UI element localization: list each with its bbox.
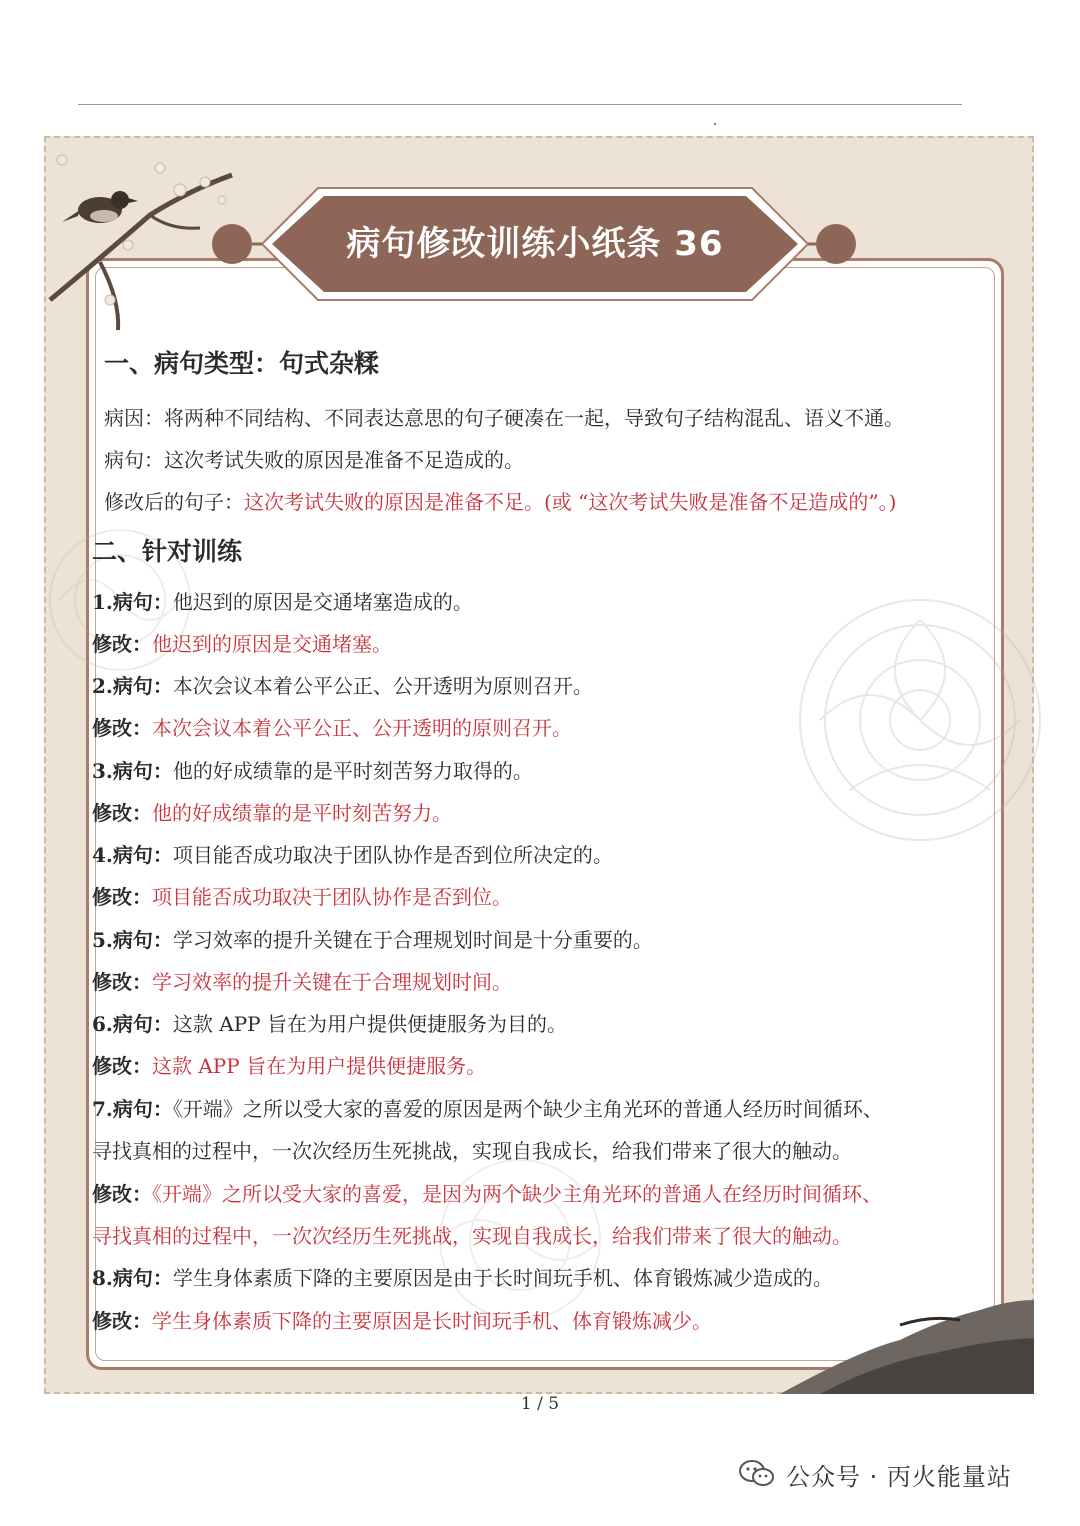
list-item <box>92 924 653 953</box>
list-item <box>92 670 593 699</box>
list-item <box>92 1093 883 1122</box>
list-item <box>92 1008 567 1037</box>
fix-sentence: 他的好成绩靠的是平时刻苦努力。 <box>152 801 452 825</box>
list-item <box>92 1220 852 1249</box>
wrong-sentence-continued: 寻找真相的过程中，一次次经历生死挑战，实现自我成长，给我们带来了很大的触动。 <box>92 1139 852 1163</box>
item-number: 3. <box>92 759 113 783</box>
fixed-line <box>104 486 896 515</box>
wrong-label: 病句： <box>112 674 173 698</box>
fix-label: 修改： <box>92 716 152 740</box>
fix-sentence-continued: 寻找真相的过程中，一次次经历生死挑战，实现自我成长，给我们带来了很大的触动。 <box>92 1224 852 1248</box>
fix-label: 修改： <box>92 1054 152 1078</box>
fix-label: 修改： <box>92 1182 152 1206</box>
fix-label: 修改： <box>92 801 152 825</box>
wrong-label: 病句： <box>112 843 173 867</box>
fix-sentence: 学习效率的提升关键在于合理规划时间。 <box>152 970 512 994</box>
section-heading-training: 二、针对训练 <box>92 537 243 566</box>
fix-sentence: 他迟到的原因是交通堵塞。 <box>152 632 392 656</box>
list-item <box>92 755 533 784</box>
list-item <box>92 966 512 995</box>
wrong-label: 病句： <box>112 928 173 952</box>
list-item <box>92 1305 712 1334</box>
page-title: 病句修改训练小纸条 36 <box>346 224 724 264</box>
wrong-sentence: 学生身体素质下降的主要原因是由于长时间玩手机、体育锻炼减少造成的。 <box>172 1266 833 1290</box>
landscape-illustration <box>780 1300 1034 1394</box>
wrong-sentence: 他迟到的原因是交通堵塞造成的。 <box>172 590 473 614</box>
list-item <box>92 1050 486 1079</box>
fixed-text: 这次考试失败的原因是准备不足。(或 “这次考试失败是准备不足造成的”。) <box>244 490 897 514</box>
item-number: 4. <box>92 843 113 867</box>
wrong-label: 病句： <box>112 759 173 783</box>
plum-branch-illustration <box>50 155 232 330</box>
list-item <box>92 586 473 615</box>
fix-sentence: 《开端》之所以受大家的喜爱，是因为两个缺少主角光环的普通人在经历时间循环、 <box>152 1182 882 1206</box>
list-item <box>92 1135 852 1164</box>
example-label: 病句： <box>104 448 164 472</box>
wrong-sentence: 项目能否成功取决于团队协作是否到位所决定的。 <box>172 843 613 867</box>
example-line <box>104 444 524 473</box>
list-item <box>92 628 392 657</box>
fix-label: 修改： <box>92 885 152 909</box>
wrong-label: 病句： <box>112 590 173 614</box>
item-number: 8. <box>92 1266 113 1290</box>
item-number: 1. <box>92 590 113 614</box>
item-number: 5. <box>92 928 113 952</box>
list-item <box>92 1262 833 1291</box>
fix-label: 修改： <box>92 1309 152 1333</box>
cause-text: 将两种不同结构、不同表达意思的句子硬凑在一起，导致句子结构混乱、语义不通。 <box>164 406 904 430</box>
wrong-sentence: 这款 APP 旨在为用户提供便捷服务为目的。 <box>172 1012 567 1036</box>
list-item <box>92 712 572 741</box>
wrong-sentence: 本次会议本着公平公正、公开透明为原则召开。 <box>172 674 593 698</box>
list-item <box>92 1178 882 1207</box>
fix-label: 修改： <box>92 970 152 994</box>
list-item <box>92 881 512 910</box>
item-number: 6. <box>92 1012 113 1036</box>
wrong-label: 病句： <box>112 1266 173 1290</box>
cause-label: 病因： <box>104 406 164 430</box>
fix-sentence: 学生身体素质下降的主要原因是长时间玩手机、体育锻炼减少。 <box>152 1309 712 1333</box>
wrong-sentence: 《开端》之所以受大家的喜爱的原因是两个缺少主角光环的普通人经历时间循环、 <box>172 1097 883 1121</box>
fix-sentence: 这款 APP 旨在为用户提供便捷服务。 <box>152 1054 487 1078</box>
page-number: 1 / 5 <box>520 1394 560 1414</box>
footer-attribution <box>738 1456 1012 1492</box>
section-heading-type: 一、病句类型：句式杂糅 <box>104 349 380 378</box>
item-number: 7. <box>92 1097 113 1121</box>
item-number: 2. <box>92 674 113 698</box>
list-item <box>92 797 452 826</box>
wrong-label: 病句： <box>112 1012 173 1036</box>
wechat-icon <box>738 1459 776 1489</box>
cause-line <box>104 402 904 431</box>
fix-sentence: 项目能否成功取决于团队协作是否到位。 <box>152 885 512 909</box>
fix-label: 修改： <box>92 632 152 656</box>
fixed-label: 修改后的句子： <box>104 490 244 514</box>
wrong-sentence: 他的好成绩靠的是平时刻苦努力取得的。 <box>172 759 533 783</box>
title-banner-text-area <box>210 186 860 298</box>
bird-illustration <box>62 191 138 223</box>
example-text: 这次考试失败的原因是准备不足造成的。 <box>164 448 524 472</box>
footer-text: 公众号 · 丙火能量站 <box>786 1462 1012 1491</box>
ornament-pattern-right <box>800 600 1040 840</box>
list-item <box>92 839 613 868</box>
fix-sentence: 本次会议本着公平公正、公开透明的原则召开。 <box>152 716 572 740</box>
wrong-label: 病句： <box>112 1097 173 1121</box>
wrong-sentence: 学习效率的提升关键在于合理规划时间是十分重要的。 <box>172 928 653 952</box>
